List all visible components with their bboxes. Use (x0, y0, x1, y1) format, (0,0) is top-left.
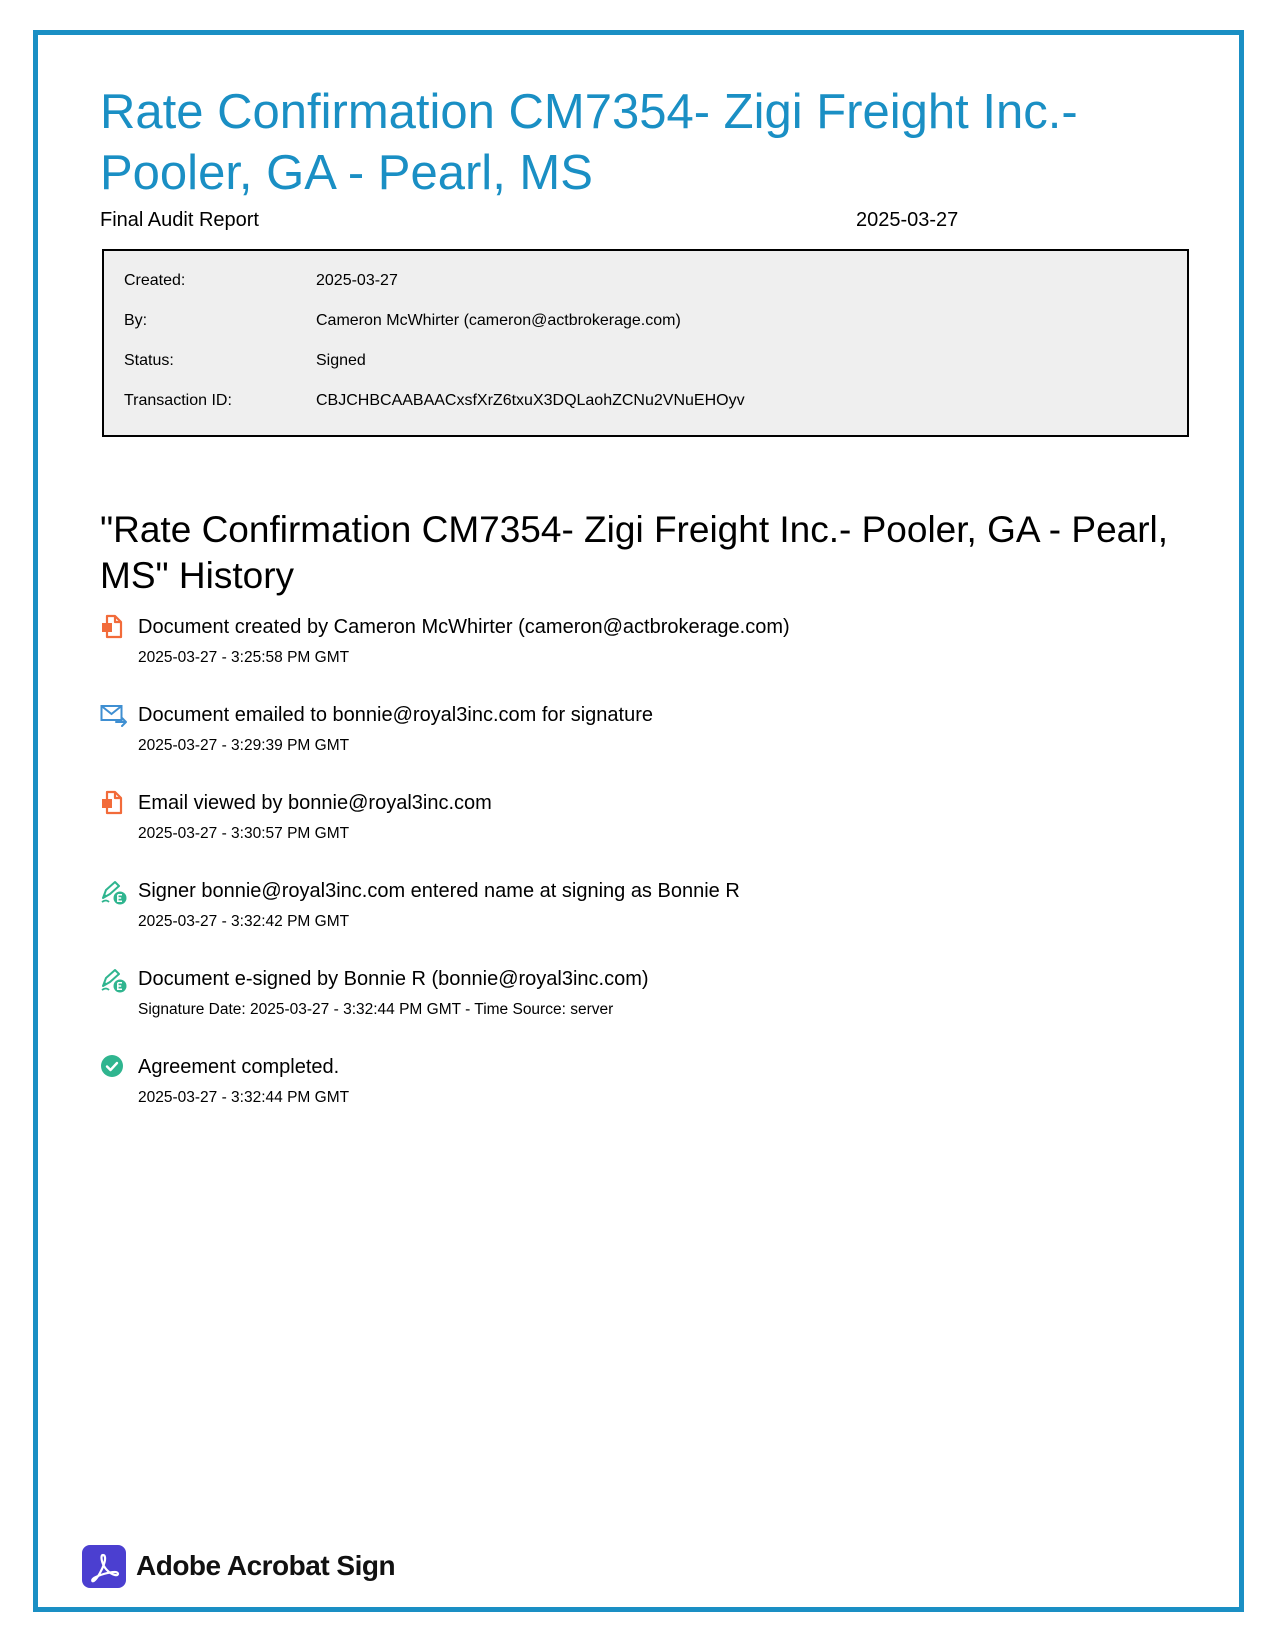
event-text: Email viewed by bonnie@royal3inc.com (138, 792, 492, 814)
report-date: 2025-03-27 (856, 209, 959, 231)
esign-pen-icon (100, 878, 126, 904)
meta-label: By: (124, 312, 148, 329)
brand-name: Adobe Acrobat Sign (136, 1550, 396, 1581)
meta-value: Cameron McWhirter (cameron@actbrokerage.com) (316, 312, 681, 329)
event-text: Signer bonnie@royal3inc.com entered name at signing as Bonnie R (138, 880, 740, 902)
event-text: Document e-signed by Bonnie R (bonnie@royal3inc.com) (138, 968, 649, 990)
esign-pen-icon (100, 966, 126, 992)
event-text: Agreement completed. (138, 1056, 340, 1078)
history-heading: "Rate Confirmation CM7354- Zigi Freight Inc.- Pooler, GA - Pearl, MS" History (100, 509, 1169, 596)
event-time: 2025-03-27 - 3:32:44 PM GMT (138, 1089, 350, 1106)
document-icon (100, 790, 126, 816)
document-title: Rate Confirmation CM7354- Zigi Freight Inc.- Pooler, GA - Pearl, MS (100, 85, 1078, 200)
meta-value: Signed (316, 352, 366, 369)
meta-value: CBJCHBCAABAACxsfXrZ6txuX3DQLaohZCNu2VNuEHOyv (316, 392, 745, 409)
document-icon (100, 614, 126, 640)
event-time: 2025-03-27 - 3:29:39 PM GMT (138, 737, 350, 754)
meta-label: Transaction ID: (124, 392, 232, 409)
meta-value: 2025-03-27 (316, 272, 398, 289)
event-text: Document created by Cameron McWhirter (cameron@actbrokerage.com) (138, 616, 790, 638)
report-label: Final Audit Report (100, 209, 259, 231)
metadata-box (102, 249, 1189, 437)
meta-label: Created: (124, 272, 186, 289)
acrobat-logo-icon (82, 1545, 126, 1588)
email-sent-icon (100, 702, 126, 728)
event-time: 2025-03-27 - 3:32:42 PM GMT (138, 913, 350, 930)
event-time: Signature Date: 2025-03-27 - 3:32:44 PM GMT - Time Source: server (138, 1001, 614, 1018)
event-text: Document emailed to bonnie@royal3inc.com for signature (138, 704, 654, 726)
event-time: 2025-03-27 - 3:25:58 PM GMT (138, 649, 350, 666)
check-circle-icon (100, 1054, 126, 1080)
meta-label: Status: (124, 352, 174, 369)
event-time: 2025-03-27 - 3:30:57 PM GMT (138, 825, 350, 842)
